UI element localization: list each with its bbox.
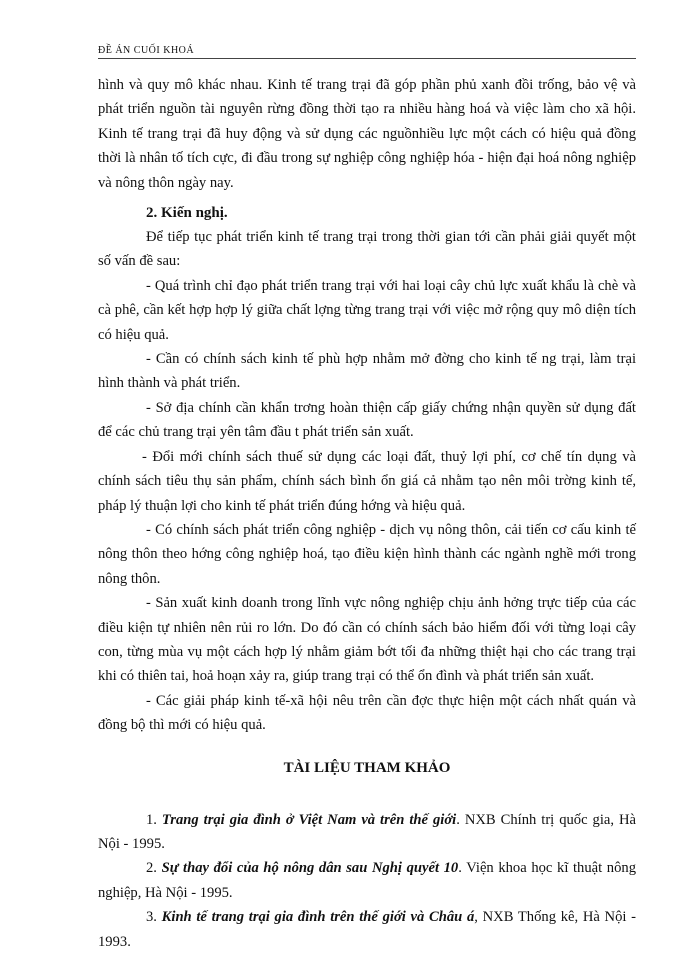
list-item: - Cần có chính sách kinh tế phù hợp nhằm mở đờng cho kinh tế ng trại, làm trại hình thành và phát triển. bbox=[98, 351, 636, 392]
list-item: - Sở địa chính cần khẩn trơng hoàn thiện cấp giấy chứng nhận quyền sử dụng đất để các chủ trang trại yên tâm đầu t phát triển sản xuất. bbox=[98, 399, 636, 441]
section-lead: Để tiếp tục phát triển kinh tế trang trại trong thời gian tới cần phải giải quyết một số vấn đề sau: bbox=[98, 229, 636, 270]
reference-number: 1. bbox=[146, 811, 162, 828]
list-item: - Đổi mới chính sách thuế sử dụng các loại đất, thuỷ lợi phí, cơ chế tín dụng và chính sách tiêu thụ sản phẩm, chính sách bình ổn giá cả nhằm tạo nên môi trờng kinh tế, pháp lý thuận lợi cho kinh tế phát triển đúng hớng và hiệu quả. bbox=[98, 448, 636, 514]
reference-title: Trang trại gia đình ở Việt Nam và trên thế giới bbox=[161, 811, 457, 828]
intro-paragraph: hình và quy mô khác nhau. Kinh tế trang trại đã góp phần phủ xanh đồi trống, bảo vệ và phát triển nguồn tài nguyên rừng đồng thời tạo ra nhiều hàng hoá và việc làm cho xã hội. Kinh tế trang trại đã huy động và sử dụng các nguồnhiều lực một cách có hiệu quả đồng thời là nhân tố tích cực, đi đầu trong sự nghiệp công nghiệp hóa - hiện đại hoá nông nghiệp và nông thôn ngày nay. bbox=[98, 77, 636, 191]
reference-number: 3. bbox=[146, 909, 162, 926]
reference-details: . Viện khoa học kĩ thuật nông nghiệp, Hà Nội - 1995. bbox=[98, 860, 636, 901]
reference-item bbox=[98, 856, 636, 905]
reference-title: Kinh tế trang trại gia đình trên thế giới và Châu á bbox=[161, 909, 475, 926]
intro-section bbox=[98, 73, 636, 195]
section-heading: 2. Kiến nghị. bbox=[146, 205, 228, 222]
recommendations-section bbox=[98, 201, 636, 738]
page-header: ĐỀ ÁN CUỐI KHOÁ bbox=[98, 42, 636, 59]
references-section bbox=[98, 756, 636, 954]
spacer bbox=[98, 780, 636, 808]
reference-item bbox=[98, 905, 636, 954]
page-body bbox=[98, 73, 636, 954]
reference-item bbox=[98, 808, 636, 857]
references-heading: TÀI LIỆU THAM KHẢO bbox=[283, 759, 451, 776]
reference-details: . NXB Chính trị quốc gia, Hà Nội - 1995. bbox=[98, 811, 636, 852]
list-item: - Có chính sách phát triển công nghiệp - dịch vụ nông thôn, cải tiến cơ cấu kinh tế nông thôn theo hớng công nghiệp hoá, tạo điều kiện hình thành các ngành nghề mới trong nông thôn. bbox=[98, 521, 636, 587]
list-item: - Quá trình chỉ đạo phát triển trang trại với hai loại cây chủ lực xuất khẩu là chè và cà phê, cần kết hợp hợp lý giữa chất lợng từng trang trại với việc mở rộng quy mô diện tích có hiệu quả. bbox=[98, 277, 636, 343]
reference-title: Sự thay đổi của hộ nông dân sau Nghị quyết 10 bbox=[161, 860, 459, 877]
reference-number: 2. bbox=[146, 860, 162, 877]
list-item: - Sản xuất kinh doanh trong lĩnh vực nông nghiệp chịu ảnh hởng trực tiếp của các điều kiện tự nhiên nên rủi ro lớn. Do đó cần có chính sách bảo hiểm đối với từng loại cây con, từng mùa vụ một cách hợp lý nhằm giảm bớt tối đa những thiệt hại cho các trang trại khi có thiên tai, hoả hoạn xảy ra, giúp trang trại có thể ổn đình và phát triển sản xuất. bbox=[98, 595, 636, 685]
list-item: - Các giải pháp kinh tế-xã hội nêu trên cần đợc thực hiện một cách nhất quán và đồng bộ thì mới có hiệu quả. bbox=[98, 692, 636, 734]
reference-details: , NXB Thống kê, Hà Nội - 1993. bbox=[98, 909, 636, 950]
